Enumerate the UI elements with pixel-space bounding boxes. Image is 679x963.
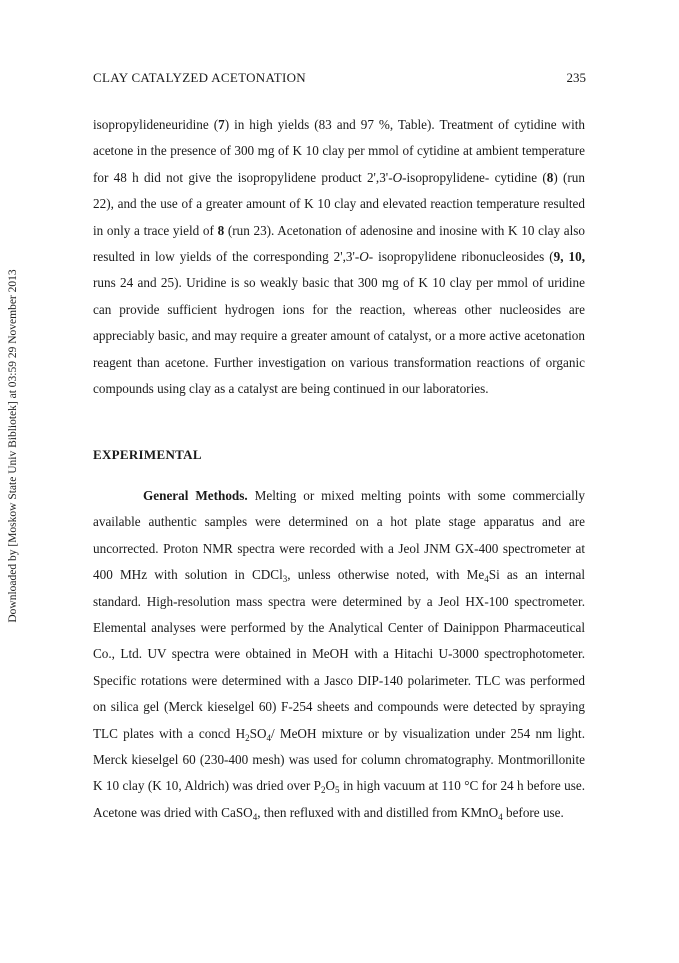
text-run: runs 24 and 25). Uridine is so weakly basic that 300 mg of K 10 clay per mmol of uridine can provide sufficient hydrogen ions for the reaction, whereas other nucleosides are appreciably basic, and may require a greater amount of catalyst, or a more active acetonation reagent than acetone. Further investigation on various transformation reactions of organic compounds using clay as a catalyst are being continued in our laboratories. — [93, 275, 585, 397]
text-run: SO — [249, 725, 267, 741]
subscript: 3 — [282, 574, 288, 585]
text-run: Si as an internal standard. High-resolution mass spectra were determined by a Jeol HX-100 spectrometer. Elemental analyses were performed by the Analytical Center of Dainippon Pharmaceutical Co., Ltd. UV spectra were obtained in MeOH with a Hitachi U-3000 spectrophotometer. Specific rotations were determined with a Jasco DIP-140 polarimeter. TLC was performed on silica gel (Merck kieselgel 60) F-254 sheets and compounds were detected by spraying TLC plates with a concd H — [93, 567, 585, 741]
compound-number: 9, 10, — [553, 249, 586, 265]
text-run: Melting or mixed melting points with some commercially available authentic samples were determined on a hot plate stage apparatus and are uncorrected. Proton NMR spectra were recorded with a Jeol JNM GX-400 spectrometer at 400 MHz with solution in CDCl — [93, 487, 585, 583]
run-in-heading: General Methods. — [143, 487, 248, 503]
subscript: 4 — [484, 574, 489, 585]
text-run: before use. — [502, 804, 564, 820]
text-run: , unless otherwise noted, with Me — [287, 567, 485, 583]
download-notice: Downloaded by [Moskow State Univ Bibliotek] at 03:59 29 November 2013 — [7, 269, 19, 623]
text-run: - isopropylidene ribonucleosides ( — [368, 249, 554, 265]
compound-number: 8 — [217, 222, 225, 238]
italic-text: O — [359, 249, 369, 265]
text-run: , then refluxed with and distilled from KMnO — [257, 804, 499, 820]
text-run: isopropylideneuridine ( — [93, 117, 219, 132]
subscript: 2 — [321, 785, 326, 796]
italic-text: O — [392, 169, 403, 185]
paragraph-results — [93, 112, 585, 402]
subscript: 4 — [266, 732, 271, 743]
text-run: / MeOH mixture or by visualization under 254 nm light. Merck kieselgel 60 (230-400 mesh) was used for column chromatography. Montmorillonite K 10 clay (K 10, Aldrich) was dried over P — [93, 725, 585, 794]
text-run: -isopropylidene- cytidine ( — [402, 169, 547, 185]
text-run: ) (run 22), and the use of a greater amount of K 10 clay and elevated reaction temperature resulted in only a trace yield of — [93, 169, 585, 238]
page-body — [93, 112, 585, 826]
download-watermark — [0, 0, 26, 963]
section-heading: EXPERIMENTAL — [93, 447, 202, 463]
compound-number: 8 — [546, 169, 554, 185]
subscript: 4 — [252, 811, 258, 822]
page-number: 235 — [566, 70, 586, 85]
paragraph-general-methods — [93, 483, 585, 826]
subscript: 4 — [498, 811, 503, 822]
subscript: 5 — [335, 785, 340, 796]
text-run: O — [325, 778, 336, 794]
compound-number: 7 — [218, 117, 225, 132]
text-run: ) in high yields (83 and 97 %, Table). Treatment of cytidine with acetone in the presence of 300 mg of K 10 clay per mmol of cytidine at ambient temperature for 48 h did not give the isopropylidene product 2',3'- — [93, 117, 585, 185]
running-head: CLAY CATALYZED ACETONATION — [93, 70, 306, 85]
subscript: 2 — [245, 732, 250, 743]
text-run: in high vacuum at 110 °C for 24 h before use. Acetone was dried with CaSO — [93, 778, 585, 820]
text-run: (run 23). Acetonation of adenosine and inosine with K 10 clay also resulted in low yields of the corresponding 2',3'- — [93, 222, 585, 265]
